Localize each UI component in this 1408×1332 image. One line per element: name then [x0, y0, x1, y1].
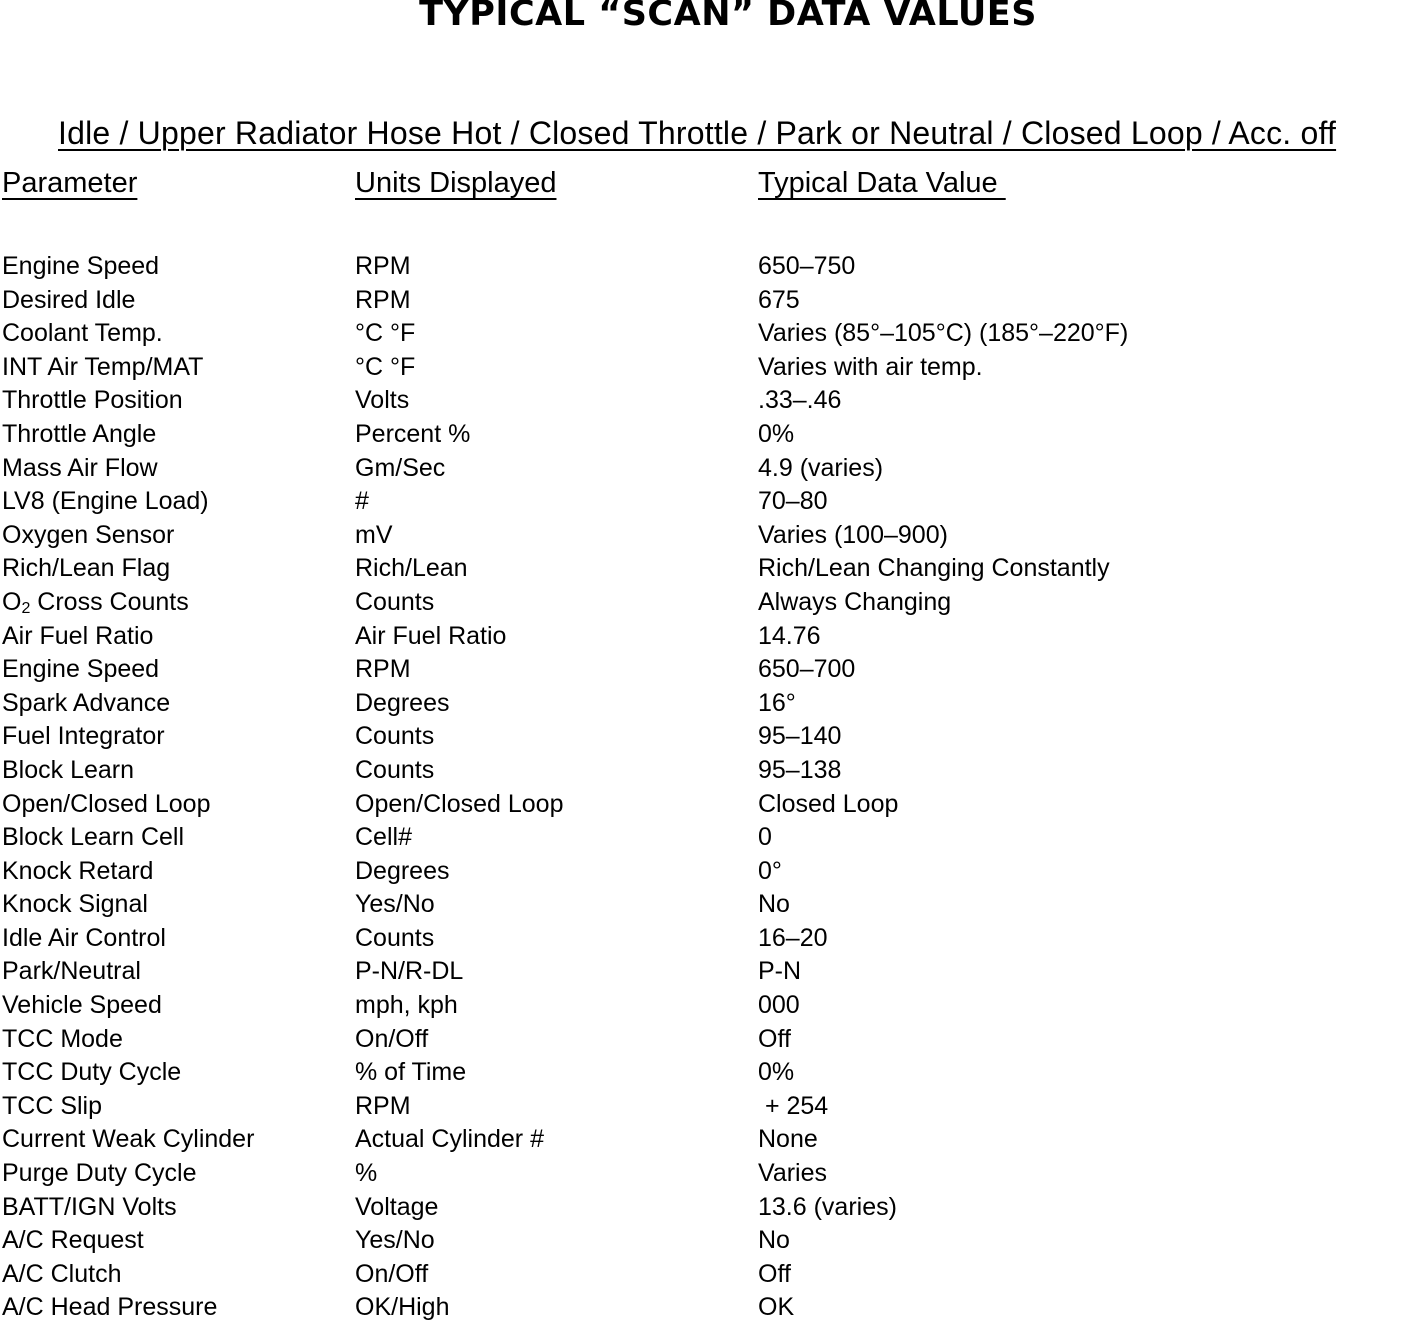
units-cell: mV — [355, 520, 393, 549]
parameter-cell: BATT/IGN Volts — [2, 1192, 177, 1221]
value-cell: No — [758, 890, 790, 919]
units-cell: Percent % — [355, 419, 471, 448]
parameter-cell: Current Weak Cylinder — [2, 1125, 255, 1154]
table-row — [0, 788, 1408, 822]
value-cell: Varies (85°–105°C) (185°–220°F) — [758, 319, 1129, 348]
parameter-cell: Throttle Angle — [2, 419, 157, 448]
value-cell: + 254 — [758, 1091, 829, 1120]
value-cell: 0% — [758, 1058, 795, 1087]
parameter-cell: INT Air Temp/MAT — [2, 352, 204, 381]
table-row — [0, 519, 1408, 553]
units-cell: °C °F — [355, 352, 416, 381]
table-row — [0, 418, 1408, 452]
table-row — [0, 1023, 1408, 1057]
units-cell: On/Off — [355, 1024, 429, 1053]
value-cell: 16° — [758, 688, 796, 717]
units-cell: RPM — [355, 655, 411, 684]
parameter-cell: Open/Closed Loop — [2, 789, 211, 818]
value-cell: .33–.46 — [758, 386, 842, 415]
parameter-cell: Block Learn — [2, 755, 135, 784]
parameter-cell: Spark Advance — [2, 688, 171, 717]
parameter-cell: TCC Duty Cycle — [2, 1058, 182, 1087]
table-row — [0, 888, 1408, 922]
parameter-cell: Mass Air Flow — [2, 453, 158, 482]
units-cell: P-N/R-DL — [355, 957, 464, 986]
parameter-cell: TCC Slip — [2, 1091, 103, 1120]
value-cell: Closed Loop — [758, 789, 899, 818]
page-title: TYPICAL “SCAN” DATA VALUES — [419, 0, 1037, 34]
units-cell: Actual Cylinder # — [355, 1125, 544, 1154]
parameter-cell: Desired Idle — [2, 285, 136, 314]
parameter-cell: Engine Speed — [2, 655, 160, 684]
table-row — [0, 1123, 1408, 1157]
table-row — [0, 855, 1408, 889]
value-cell: None — [758, 1125, 818, 1154]
parameter-cell: Purge Duty Cycle — [2, 1159, 197, 1188]
parameter-rest-part: Cross Counts — [30, 587, 189, 616]
value-cell: Varies with air temp. — [758, 352, 983, 381]
units-cell: Rich/Lean — [355, 554, 468, 583]
units-cell: Degrees — [355, 856, 450, 885]
value-cell: Rich/Lean Changing Constantly — [758, 554, 1110, 583]
units-cell: Cell# — [355, 823, 412, 852]
parameter-subscript: 2 — [21, 599, 31, 617]
parameter-cell: Knock Signal — [2, 890, 148, 919]
units-cell: RPM — [355, 252, 411, 280]
table-row — [0, 821, 1408, 855]
table-row — [0, 317, 1408, 351]
value-cell: Always Changing — [758, 587, 952, 616]
parameter-cell: Idle Air Control — [2, 923, 166, 952]
units-cell: Voltage — [355, 1192, 439, 1221]
value-cell: 0% — [758, 419, 795, 448]
value-cell: 14.76 — [758, 621, 821, 650]
parameter-cell: Knock Retard — [2, 856, 154, 885]
table-row — [0, 1056, 1408, 1090]
table-row — [0, 384, 1408, 418]
table-row — [0, 720, 1408, 754]
parameter-cell: Coolant Temp. — [2, 319, 163, 348]
parameter-cell: Rich/Lean Flag — [2, 554, 171, 583]
parameter-cell: Park/Neutral — [2, 957, 141, 986]
table-row — [0, 586, 1408, 620]
parameter-cell: A/C Clutch — [2, 1259, 122, 1288]
table-row — [0, 955, 1408, 989]
table-row — [0, 1224, 1408, 1258]
parameter-cell: Engine Speed — [2, 252, 160, 280]
table-row — [0, 250, 1408, 284]
table-row — [0, 1191, 1408, 1225]
table-row — [0, 1090, 1408, 1124]
value-cell: No — [758, 1226, 790, 1255]
units-cell: Gm/Sec — [355, 453, 446, 482]
value-cell: Varies (100–900) — [758, 520, 948, 549]
table-row — [0, 351, 1408, 385]
header-typical-data-value: Typical Data Value — [758, 167, 1006, 199]
value-cell: 16–20 — [758, 923, 828, 952]
value-cell: Off — [758, 1024, 791, 1053]
units-cell: Open/Closed Loop — [355, 789, 564, 818]
value-cell: 13.6 (varies) — [758, 1192, 897, 1221]
value-cell: 4.9 (varies) — [758, 453, 884, 482]
units-cell: Degrees — [355, 688, 450, 717]
table-row — [0, 754, 1408, 788]
value-cell: 95–138 — [758, 755, 842, 784]
parameter-cell: Throttle Position — [2, 386, 183, 415]
parameter-cell: Vehicle Speed — [2, 991, 162, 1020]
value-cell: Varies — [758, 1159, 828, 1188]
units-cell: On/Off — [355, 1259, 429, 1288]
table-row — [0, 687, 1408, 721]
units-cell: Yes/No — [355, 1226, 435, 1255]
units-cell: Air Fuel Ratio — [355, 621, 507, 650]
value-cell: 650–700 — [758, 655, 856, 684]
value-cell: 70–80 — [758, 487, 828, 516]
value-cell: 675 — [758, 285, 800, 314]
parameter-cell: A/C Head Pressure — [2, 1293, 218, 1322]
table-row — [0, 1291, 1408, 1325]
units-cell: % — [355, 1159, 378, 1188]
header-parameter: Parameter — [2, 167, 138, 199]
scan-data-table — [0, 250, 1408, 1325]
parameter-cell: Air Fuel Ratio — [2, 621, 154, 650]
units-cell: Counts — [355, 755, 435, 784]
units-cell: °C °F — [355, 319, 416, 348]
table-row — [0, 552, 1408, 586]
value-cell: 000 — [758, 991, 800, 1020]
units-cell: # — [355, 487, 369, 516]
table-row — [0, 653, 1408, 687]
units-cell: RPM — [355, 1091, 411, 1120]
table-row — [0, 485, 1408, 519]
parameter-o-part: O — [2, 587, 22, 616]
units-cell: Counts — [355, 722, 435, 751]
value-cell: 0° — [758, 856, 782, 885]
parameter-cell: Oxygen Sensor — [2, 520, 175, 549]
units-cell: OK/High — [355, 1293, 450, 1322]
value-cell: 95–140 — [758, 722, 842, 751]
value-cell: P-N — [758, 957, 802, 986]
parameter-cell: Fuel Integrator — [2, 722, 165, 751]
value-cell: OK — [758, 1293, 795, 1322]
table-row — [0, 922, 1408, 956]
table-row — [0, 1157, 1408, 1191]
parameter-cell: Block Learn Cell — [2, 823, 185, 852]
test-conditions: Idle / Upper Radiator Hose Hot / Closed Throttle / Park or Neutral / Closed Loop / Acc. off — [58, 115, 1337, 151]
units-cell: Counts — [355, 923, 435, 952]
value-cell: 0 — [758, 823, 772, 852]
value-cell: Off — [758, 1259, 791, 1288]
units-cell: RPM — [355, 285, 411, 314]
units-cell: % of Time — [355, 1058, 467, 1087]
table-row — [0, 989, 1408, 1023]
units-cell: Volts — [355, 386, 410, 415]
parameter-cell: LV8 (Engine Load) — [2, 487, 209, 516]
parameter-cell: TCC Mode — [2, 1024, 123, 1053]
units-cell: mph, kph — [355, 991, 458, 1020]
table-row — [0, 620, 1408, 654]
value-cell: 650–750 — [758, 252, 856, 280]
table-row — [0, 1258, 1408, 1292]
table-row — [0, 284, 1408, 318]
header-units-displayed: Units Displayed — [355, 167, 557, 199]
units-cell: Counts — [355, 587, 435, 616]
parameter-cell: A/C Request — [2, 1226, 144, 1255]
units-cell: Yes/No — [355, 890, 435, 919]
table-row — [0, 452, 1408, 486]
